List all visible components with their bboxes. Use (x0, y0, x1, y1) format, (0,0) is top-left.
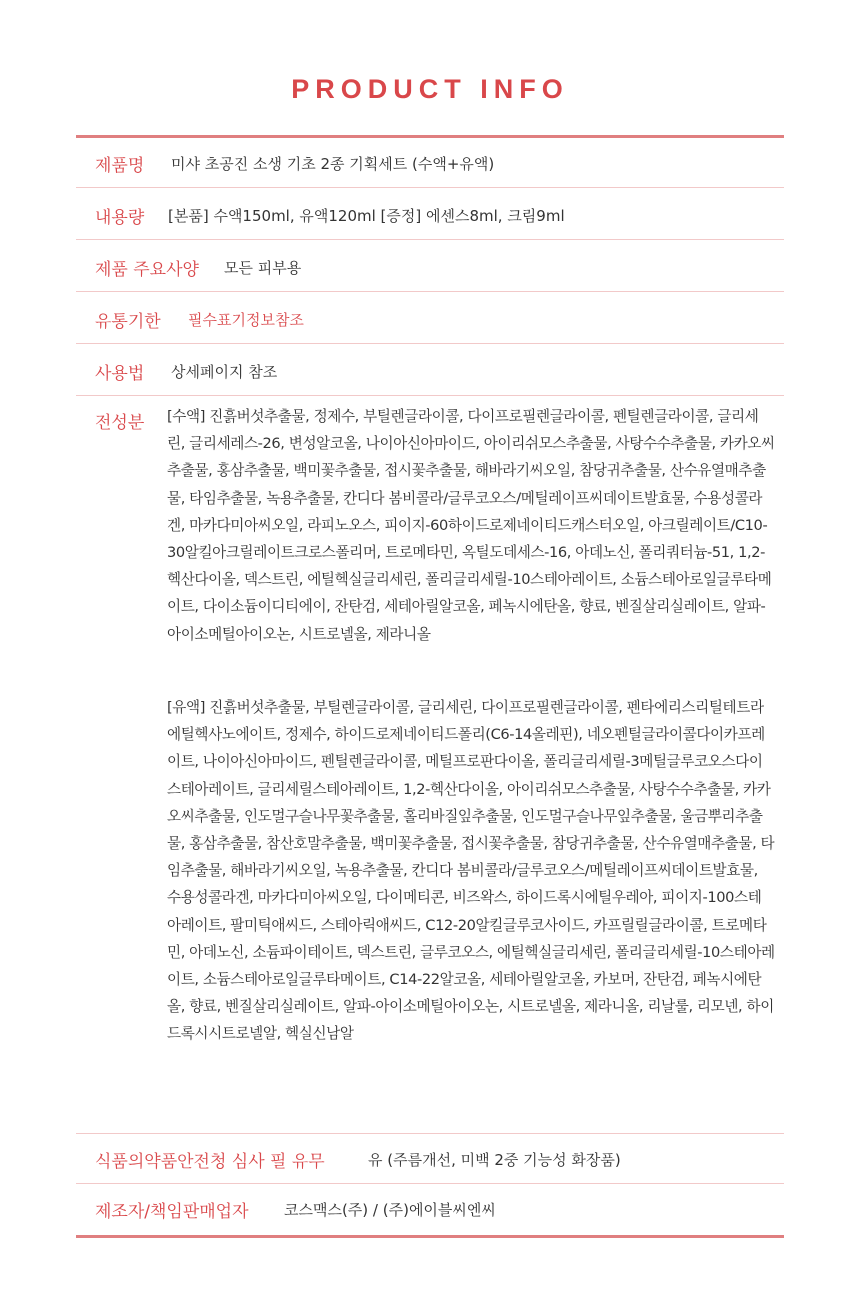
page-title: PRODUCT INFO (291, 74, 569, 104)
row-label: 전성분 (95, 413, 145, 433)
ingredients-emulsion: [유액] 진흙버섯추출물, 부틸렌글라이콜, 글리세린, 다이프로필렌글라이콜, 펜타에리스리틸테트라에틸헥사노에이트, 정제수, 하이드로제네이티드폴리(C6-14올레핀), 네오펜틸글라이콜다이카프레이트, 나이아신아마이드, 펜틸렌글라이콜, 메틸프로판다이올, 폴리글리세릴-3메틸글루코오스다이스테아레이트, 글리세릴스테아레이트, 1,2-헥산다이올, 아이리쉬모스추출물, 사탕수수추출물, 카카오씨추출물, 인도멀구슬나무꽃추출물, 홀리바질잎추출물, 인도멀구슬나무잎추출물, 울금뿌리추출물, 홍삼추출물, 참산호말추출물, 백미꽃추출물, 접시꽃추출물, 참당귀추출물, 산수유열매추출물, 타임추출물, 해바라기씨오일, 녹용추출물, 칸디다 봄비콜라/글루코오스/메틸레이프씨데이트발효물, 수용성콜라겐, 마카다미아씨오일, 다이메티콘, 비즈왁스, 하이드록시에틸우레아, 피이지-100스테아레이트, 팔미틱애씨드, 스테아릭애씨드, C12-20알킬글루코사이드, 카프릴릴글라이콜, 트로메타민, 아데노신, 소듐파이테이트, 덱스트린, 글루코오스, 에틸헥실글리세린, 폴리글리세릴-10스테아레이트, 소듐스테아로일글루타메이트, C14-22알코올, 세테아릴알코올, 카보머, 잔탄검, 페녹시에탄올, 향료, 벤질살리실레이트, 알파-아이소메틸아이오논, 시트로넬올, 제라니올, 리날룰, 리모넨, 하이드록시시트로넬알, 헥실신남알 (167, 699, 775, 1043)
row-label: 제품명 (95, 156, 145, 176)
row-label: 유통기한 (95, 312, 161, 332)
row-value: 유 (주름개선, 미백 2중 기능성 화장품) (368, 1151, 621, 1169)
row-label: 식품의약품안전청 심사 필 유무 (95, 1152, 325, 1172)
row-value: 모든 피부용 (224, 259, 302, 277)
row-label: 제품 주요사양 (95, 260, 199, 280)
row-label: 사용법 (95, 364, 145, 384)
info-row-manufacturer (76, 1184, 784, 1235)
row-value: 필수표기정보참조 (188, 311, 304, 329)
info-row-volume (76, 188, 784, 240)
bottom-rule (76, 1235, 784, 1238)
info-row-specification (76, 240, 784, 292)
row-value: 미샤 초공진 소생 기초 2종 기획세트 (수액+유액) (171, 155, 495, 173)
info-row-usage (76, 344, 784, 396)
row-label: 내용량 (95, 208, 145, 228)
row-label: 제조자/책임판매업자 (95, 1202, 249, 1222)
ingredients-toner: [수액] 진흙버섯추출물, 정제수, 부틸렌글라이콜, 다이프로필렌글라이콜, 펜틸렌글라이콜, 글리세린, 글리세레스-26, 변성알코올, 나이아신아마이드, 아이리쉬모스추출물, 사탕수수추출물, 카카오씨추출물, 홍삼추출물, 백미꽃추출물, 접시꽃추출물, 해바라기씨오일, 참당귀추출물, 산수유열매추출물, 타임추출물, 녹용추출물, 칸디다 봄비콜라/글루코오스/메틸레이프씨데이트발효물, 수용성콜라겐, 마카다미아씨오일, 라피노오스, 피이지-60하이드로제네이티드캐스터오일, 아크릴레이트/C10-30알킬아크릴레이트크로스폴리머, 트로메타민, 옥틸도데세스-16, 아데노신, 폴리쿼터늄-51, 1,2-헥산다이올, 덱스트린, 에틸헥실글리세린, 폴리글리세릴-10스테아레이트, 소듐스테아로일글루타메이트, 다이소듐이디티에이, 잔탄검, 세테아릴알코올, 페녹시에탄올, 향료, 벤질살리실레이트, 알파-아이소메틸아이오논, 시트로넬올, 제라니올 (167, 408, 775, 643)
info-row-ingredients (76, 396, 784, 1134)
info-row-expiration (76, 292, 784, 344)
row-value: 코스맥스(주) / (주)에이블씨엔씨 (284, 1201, 496, 1219)
row-value: 상세페이지 참조 (171, 363, 278, 381)
info-row-product-name (76, 138, 784, 188)
info-row-mfds-review (76, 1134, 784, 1184)
row-value: [본품] 수액150ml, 유액120ml [증정] 에센스8ml, 크림9ml (168, 207, 565, 225)
